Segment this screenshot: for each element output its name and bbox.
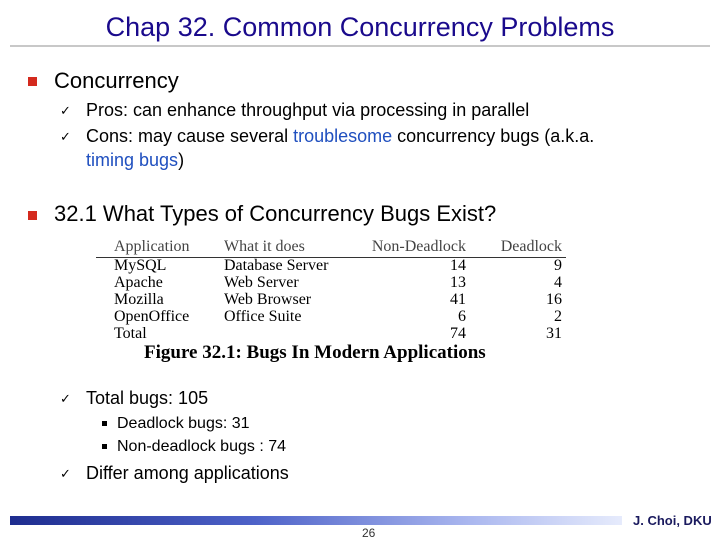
cons-highlight: troublesome bbox=[293, 126, 393, 146]
header-application: Application bbox=[114, 238, 190, 255]
timing-bugs-highlight: timing bugs bbox=[86, 150, 179, 170]
cell-what: Database Server bbox=[224, 257, 329, 274]
cell-non-deadlock: 13 bbox=[450, 274, 466, 291]
header-deadlock: Deadlock bbox=[500, 238, 562, 255]
cell-deadlock: 4 bbox=[554, 274, 562, 291]
checkmark-icon: ✓ bbox=[60, 466, 71, 481]
cell-app: MySQL bbox=[114, 257, 167, 274]
figure-header-row bbox=[96, 238, 566, 255]
cons-text bbox=[86, 125, 686, 147]
sub-bullet-square-icon bbox=[102, 444, 107, 449]
checkmark-icon: ✓ bbox=[60, 103, 71, 118]
figure-caption: Figure 32.1: Bugs In Modern Applications bbox=[144, 342, 486, 363]
bug-types-heading: 32.1 What Types of Concurrency Bugs Exist? bbox=[54, 201, 497, 226]
cell-non-deadlock: 41 bbox=[450, 291, 466, 308]
differ-text: Differ among applications bbox=[86, 463, 289, 483]
cons-text-line2 bbox=[86, 149, 184, 171]
non-deadlock-bugs-text: Non-deadlock bugs : 74 bbox=[117, 438, 286, 455]
cons-prefix: Cons: may cause several bbox=[86, 126, 294, 146]
page-number: 26 bbox=[362, 526, 376, 540]
cell-app: Mozilla bbox=[114, 291, 164, 308]
cell-deadlock: 31 bbox=[546, 325, 562, 342]
footer-gradient-bar bbox=[10, 516, 622, 525]
cons-suffix: ) bbox=[178, 150, 185, 170]
cons-middle: concurrency bugs (a.k.a. bbox=[392, 126, 595, 146]
concurrency-heading: Concurrency bbox=[54, 68, 179, 93]
cell-what: Office Suite bbox=[224, 308, 302, 325]
cell-deadlock: 9 bbox=[554, 257, 562, 274]
table-row bbox=[96, 291, 566, 308]
cell-app: Apache bbox=[114, 274, 163, 291]
header-non-deadlock: Non-Deadlock bbox=[371, 238, 466, 255]
cell-deadlock: 2 bbox=[554, 308, 562, 325]
bullet-square-icon bbox=[28, 77, 37, 86]
slide-title: Chap 32. Common Concurrency Problems bbox=[105, 12, 615, 42]
cell-what: Web Server bbox=[224, 274, 299, 291]
cell-app: OpenOffice bbox=[114, 308, 190, 325]
checkmark-icon: ✓ bbox=[60, 129, 71, 144]
checkmark-icon: ✓ bbox=[60, 391, 71, 406]
table-row-total bbox=[96, 325, 566, 342]
total-bugs-text: Total bugs: 105 bbox=[86, 388, 209, 408]
cell-what: Web Browser bbox=[224, 291, 312, 308]
header-what-it-does: What it does bbox=[224, 238, 305, 255]
bugs-figure bbox=[96, 236, 576, 366]
footer-author: J. Choi, DKU bbox=[633, 513, 712, 528]
cell-non-deadlock: 14 bbox=[450, 257, 466, 274]
deadlock-bugs-text: Deadlock bugs: 31 bbox=[117, 415, 250, 432]
cell-app: Total bbox=[114, 325, 147, 342]
table-row bbox=[96, 257, 566, 274]
table-row bbox=[96, 308, 566, 325]
sub-bullet-square-icon bbox=[102, 421, 107, 426]
cell-deadlock: 16 bbox=[546, 291, 562, 308]
pros-text: Pros: can enhance throughput via processing in parallel bbox=[86, 100, 530, 120]
cell-non-deadlock: 6 bbox=[458, 308, 466, 325]
cell-non-deadlock: 74 bbox=[450, 325, 466, 342]
table-row bbox=[96, 274, 566, 291]
bullet-square-icon bbox=[28, 211, 37, 220]
title-divider bbox=[10, 45, 710, 47]
